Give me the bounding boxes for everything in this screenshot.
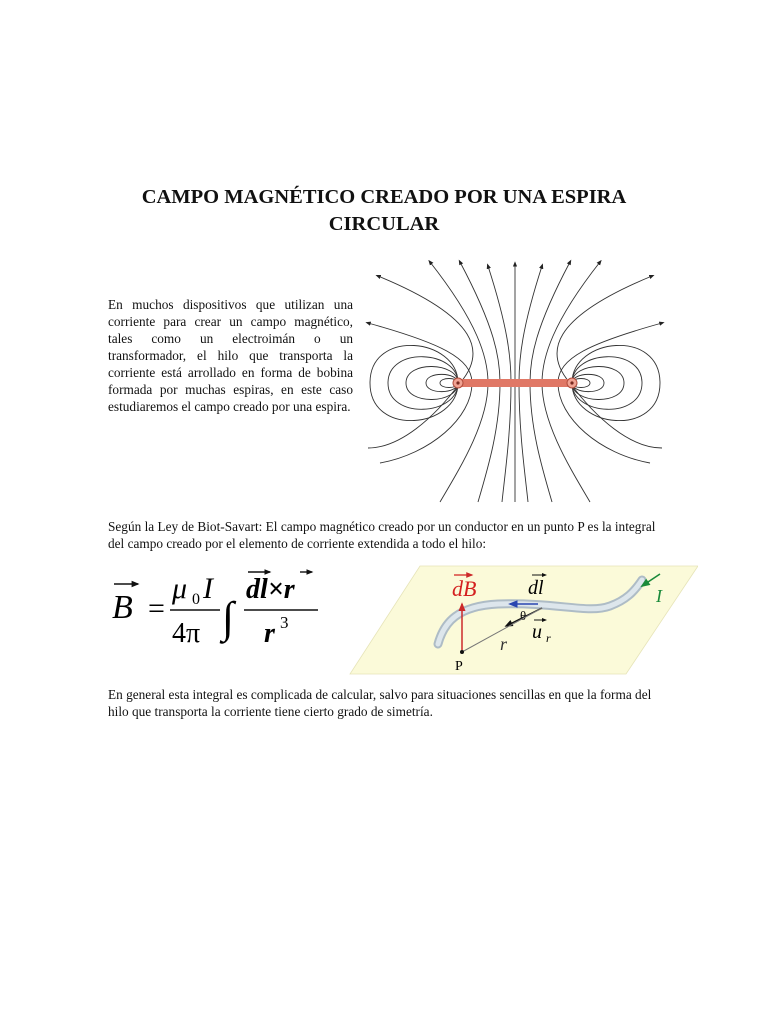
ur-subscript: r [546, 631, 551, 645]
formula-b: B [112, 589, 133, 626]
theta-label: θ [520, 608, 527, 623]
formula-four-pi: 4π [172, 618, 201, 649]
dB-label: dB [452, 576, 477, 601]
title-line-2: CIRCULAR [328, 213, 440, 235]
formula-r: r [264, 618, 275, 649]
formula-mu-sub: 0 [192, 591, 200, 608]
dl-label: dl [528, 577, 544, 599]
biot-savart-formula [108, 560, 338, 660]
current-label: I [656, 586, 662, 606]
intro-paragraph: En muchos dispositivos que utilizan una corriente para crear un campo magnético, tales como un electroimán o un transformador, el hilo que transporta la corriente está arrollado en forma de bobina formada por muchas espiras, en este caso estudiaremos el campo creado por una espira. [108, 297, 353, 414]
page-title [100, 184, 668, 238]
magnetic-field-lines-figure [360, 258, 670, 510]
formula-cube: 3 [280, 613, 289, 632]
formula-equals: = [148, 592, 165, 625]
formula-dl-cross-r: dl×r [246, 574, 295, 605]
coil-bar [458, 379, 572, 387]
conclusion-paragraph: En general esta integral es complicada de calcular, salvo para situaciones sencillas en que la forma del hilo que transporta la corriente tiene cierto grado de simetría. [108, 687, 652, 719]
formula-current: I [203, 572, 213, 605]
biot-savart-paragraph: Según la Ley de Biot-Savart: El campo magnético creado por un conductor en un punto P es la integral del campo creado por el elemento de corriente extendida a todo el hilo: [108, 519, 656, 551]
formula-integral: ∫ [222, 593, 235, 642]
title-line-1: CAMPO MAGNÉTICO CREADO POR UNA ESPIRA [141, 186, 627, 208]
ur-label: u [532, 621, 542, 643]
p-label: P [455, 659, 463, 674]
biot-savart-figure [348, 562, 698, 678]
r-label: r [500, 634, 508, 654]
formula-mu: μ [172, 572, 188, 605]
point-p [460, 650, 464, 654]
